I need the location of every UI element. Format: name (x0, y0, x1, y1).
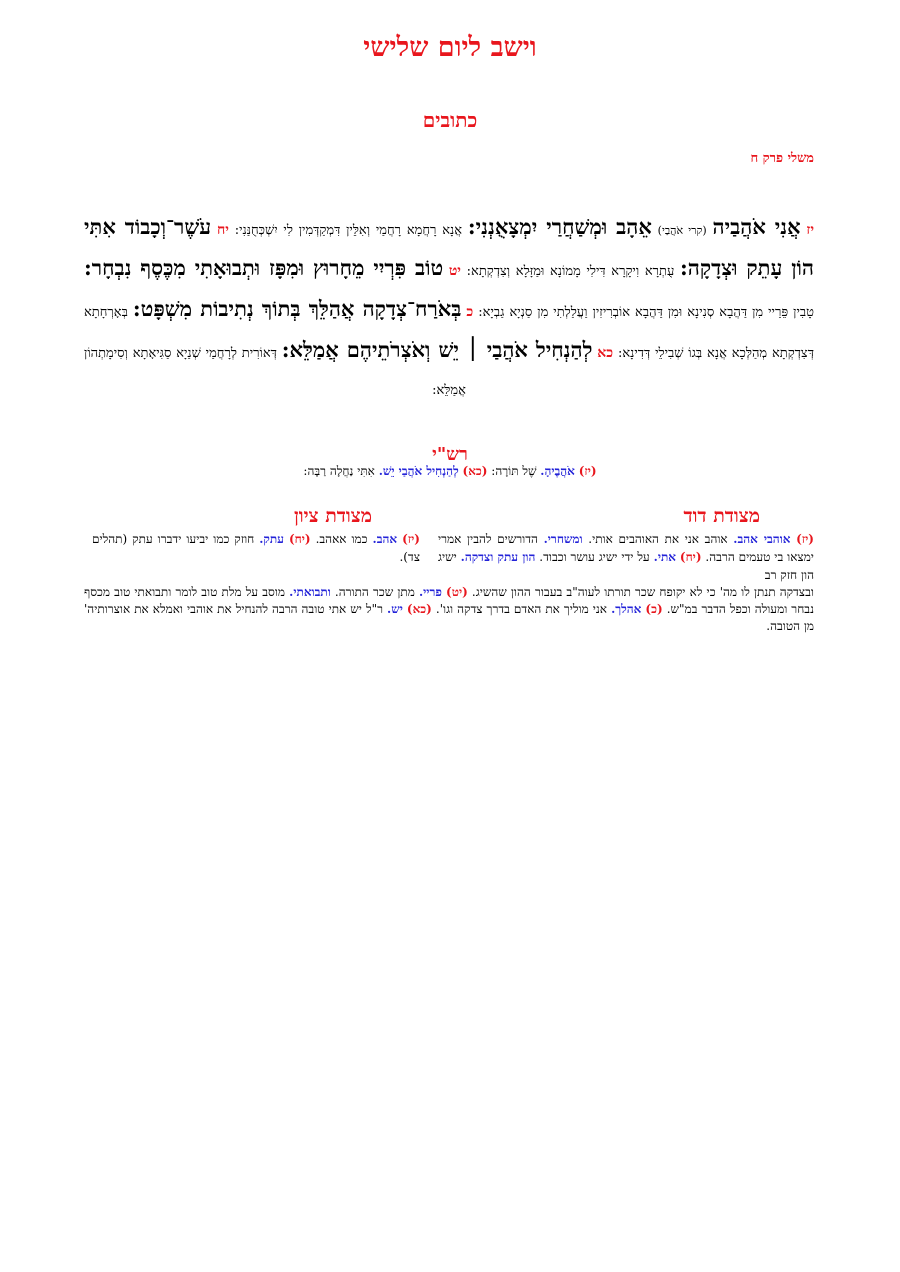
metzudat-david-continued (84, 584, 814, 635)
dibur-hamatchil: יש. (387, 602, 403, 616)
verse-number: יז (806, 222, 814, 238)
verse-text: אֲנִי אֹהֲבַיה (712, 214, 801, 239)
commentary-text: מוסב על מלת טוב לומר ותבואתי טוב מכסף נבחר ומעולה וכפל הדבר במ"ש. (84, 585, 814, 616)
commentary-text: ובצדקה תנתן לו מה' כי לא יקופח שכר תורתו לעוה"ב בעבור ההון שהשיג. (471, 585, 814, 599)
dibur-hamatchil: הון עתק וצדקה. (460, 550, 536, 564)
commentary-ref: (יח) (679, 550, 702, 564)
verse-number: יח (216, 222, 229, 238)
commentary-text: שֶׁל תּוֹרָה: (491, 464, 537, 478)
commentary-text: כמו אאהב. (315, 532, 368, 546)
dibur-hamatchil: אתי. (653, 550, 676, 564)
verse-17 (229, 214, 814, 239)
dibur-hamatchil: אֹהֲבֶיהָ. (540, 464, 575, 478)
commentary-text: אִתִּי נַחֲלָה רַבָּה: (303, 464, 375, 478)
section-heading: כתובים (422, 108, 478, 132)
verse-number: יט (448, 263, 461, 279)
verse-text: בְּאֹרַח־צְדָקָה אֲהַלֵּךְ בְּתוֹךְ נְתִיבוֹת מִשְׁפָּט: (132, 296, 462, 321)
verses-block (84, 208, 814, 409)
commentary-text: ישיג הון חזק רב (438, 550, 814, 582)
dibur-hamatchil: לְהַנְחִיל אֹהֲבַי יֵשׁ. (378, 464, 459, 478)
commentary-ref: (יז) (796, 532, 814, 546)
dibur-hamatchil: אהלך. (611, 602, 642, 616)
verse-21 (84, 337, 614, 398)
metzudat-tzion-column (92, 530, 420, 566)
commentary-text: על ידי ישיג עושר וכבוד. (539, 550, 650, 564)
targum-text: אֲנָא רָחֲמָא רָחֲמַי וְאִלֵּין דִּמְקַדְּמִין לִי יִשְׁכְּחֻנַּנִי: (234, 223, 463, 238)
dibur-hamatchil: עתק. (259, 532, 284, 546)
commentary-text: אוהב אני את האוהבים אותי. (588, 532, 728, 546)
commentary-text: חוזק כמו יביעו ידברו עתק (תהלים צד). (92, 532, 420, 564)
commentary-ref: (כ) (645, 602, 663, 616)
verse-text: אֵהָב וּמְשַׁחֲרַי יִמְצָאֻנְנִי: (467, 214, 652, 239)
dibur-hamatchil: אוהבי אהב. (733, 532, 791, 546)
qri-note: (קרי אֹהֲבַי) (657, 224, 707, 237)
rashi-commentary (0, 464, 900, 479)
dibur-hamatchil: ותבואתי. (289, 585, 331, 599)
commentary-text: ר"ל יש אתי טובה הרבה להנחיל את אוהבי ואמלא את אוצרותיה' מן הטובה. (84, 602, 814, 633)
metzudat-david-heading: מצודת דוד (683, 505, 760, 527)
commentary-ref: (יז) (578, 464, 597, 478)
dibur-hamatchil: אהב. (372, 532, 398, 546)
page-title: וישב ליום שלישי (363, 32, 537, 63)
targum-text: עֻתְרָא וִיקָרָא דִּילִי מָמוֹנָא וּמַזָּלָא וְצִדְקְתָא: (466, 264, 675, 279)
commentary-ref: (כא) (462, 464, 488, 478)
rashi-heading: רש"י (432, 444, 468, 465)
targum-text: בְּאָרְחָתָא דְּצִדְקְתָא מְהַלְּכָא אֲנָא בְּגוֹ שְׁבִילֵי דְּדִינָא: (84, 305, 814, 361)
commentary-text: הדורשים להבין אמרי ימצאו בי טעמים הרבה. (438, 532, 814, 564)
metzudat-tzion-heading: מצודת ציון (293, 505, 372, 527)
commentary-text: אני מוליך את האדם בדרך צדקה וגו'. (435, 602, 608, 616)
commentary-ref: (יז) (402, 532, 420, 546)
metzudat-david-column (438, 530, 814, 584)
verse-text: טוֹב פִּרְיִי מֵחָרוּץ וּמִפָּז וּתְבוּאָתִי מִכֶּסֶף נִבְחָר: (84, 255, 444, 280)
chapter-label: משלי פרק ח (750, 151, 814, 166)
verse-text: לְהַנְחִיל אֹהֲבַי ׀ יֵשׁ וְאֹצְרֹתֵיהֶם אֲמַלֵּא: (281, 337, 593, 362)
commentary-ref: (כא) (406, 602, 432, 616)
dibur-hamatchil: ומשחרי. (543, 532, 583, 546)
verse-number: כא (597, 345, 614, 361)
dibur-hamatchil: פריי. (418, 585, 442, 599)
targum-text: טָבִין פֵּרַיי מִן דַּהֲבָא סְנִינָא וּמִן דַּהֲבָא אוֹבְרִיזִין וַעֲלַלְתִי מִן סַנְיָא גַבְיָא: (478, 305, 814, 320)
targum-text: דְּאוֹרִית לְרָחֲמַי שְׁנַיָא סַגִּיאָתָא וְסִימָתְהוֹן אֲמַלֵּא: (84, 346, 466, 398)
commentary-ref: (יח) (288, 532, 311, 546)
verse-number: כ (466, 304, 474, 320)
commentary-text: מתן שכר התורה. (334, 585, 415, 599)
commentary-ref: (יט) (446, 585, 468, 599)
verse-text: עֹשֶׁר־וְכָבוֹד אִתִּי הוֹן עָתֵק וּצְדָקָה: (84, 214, 814, 280)
